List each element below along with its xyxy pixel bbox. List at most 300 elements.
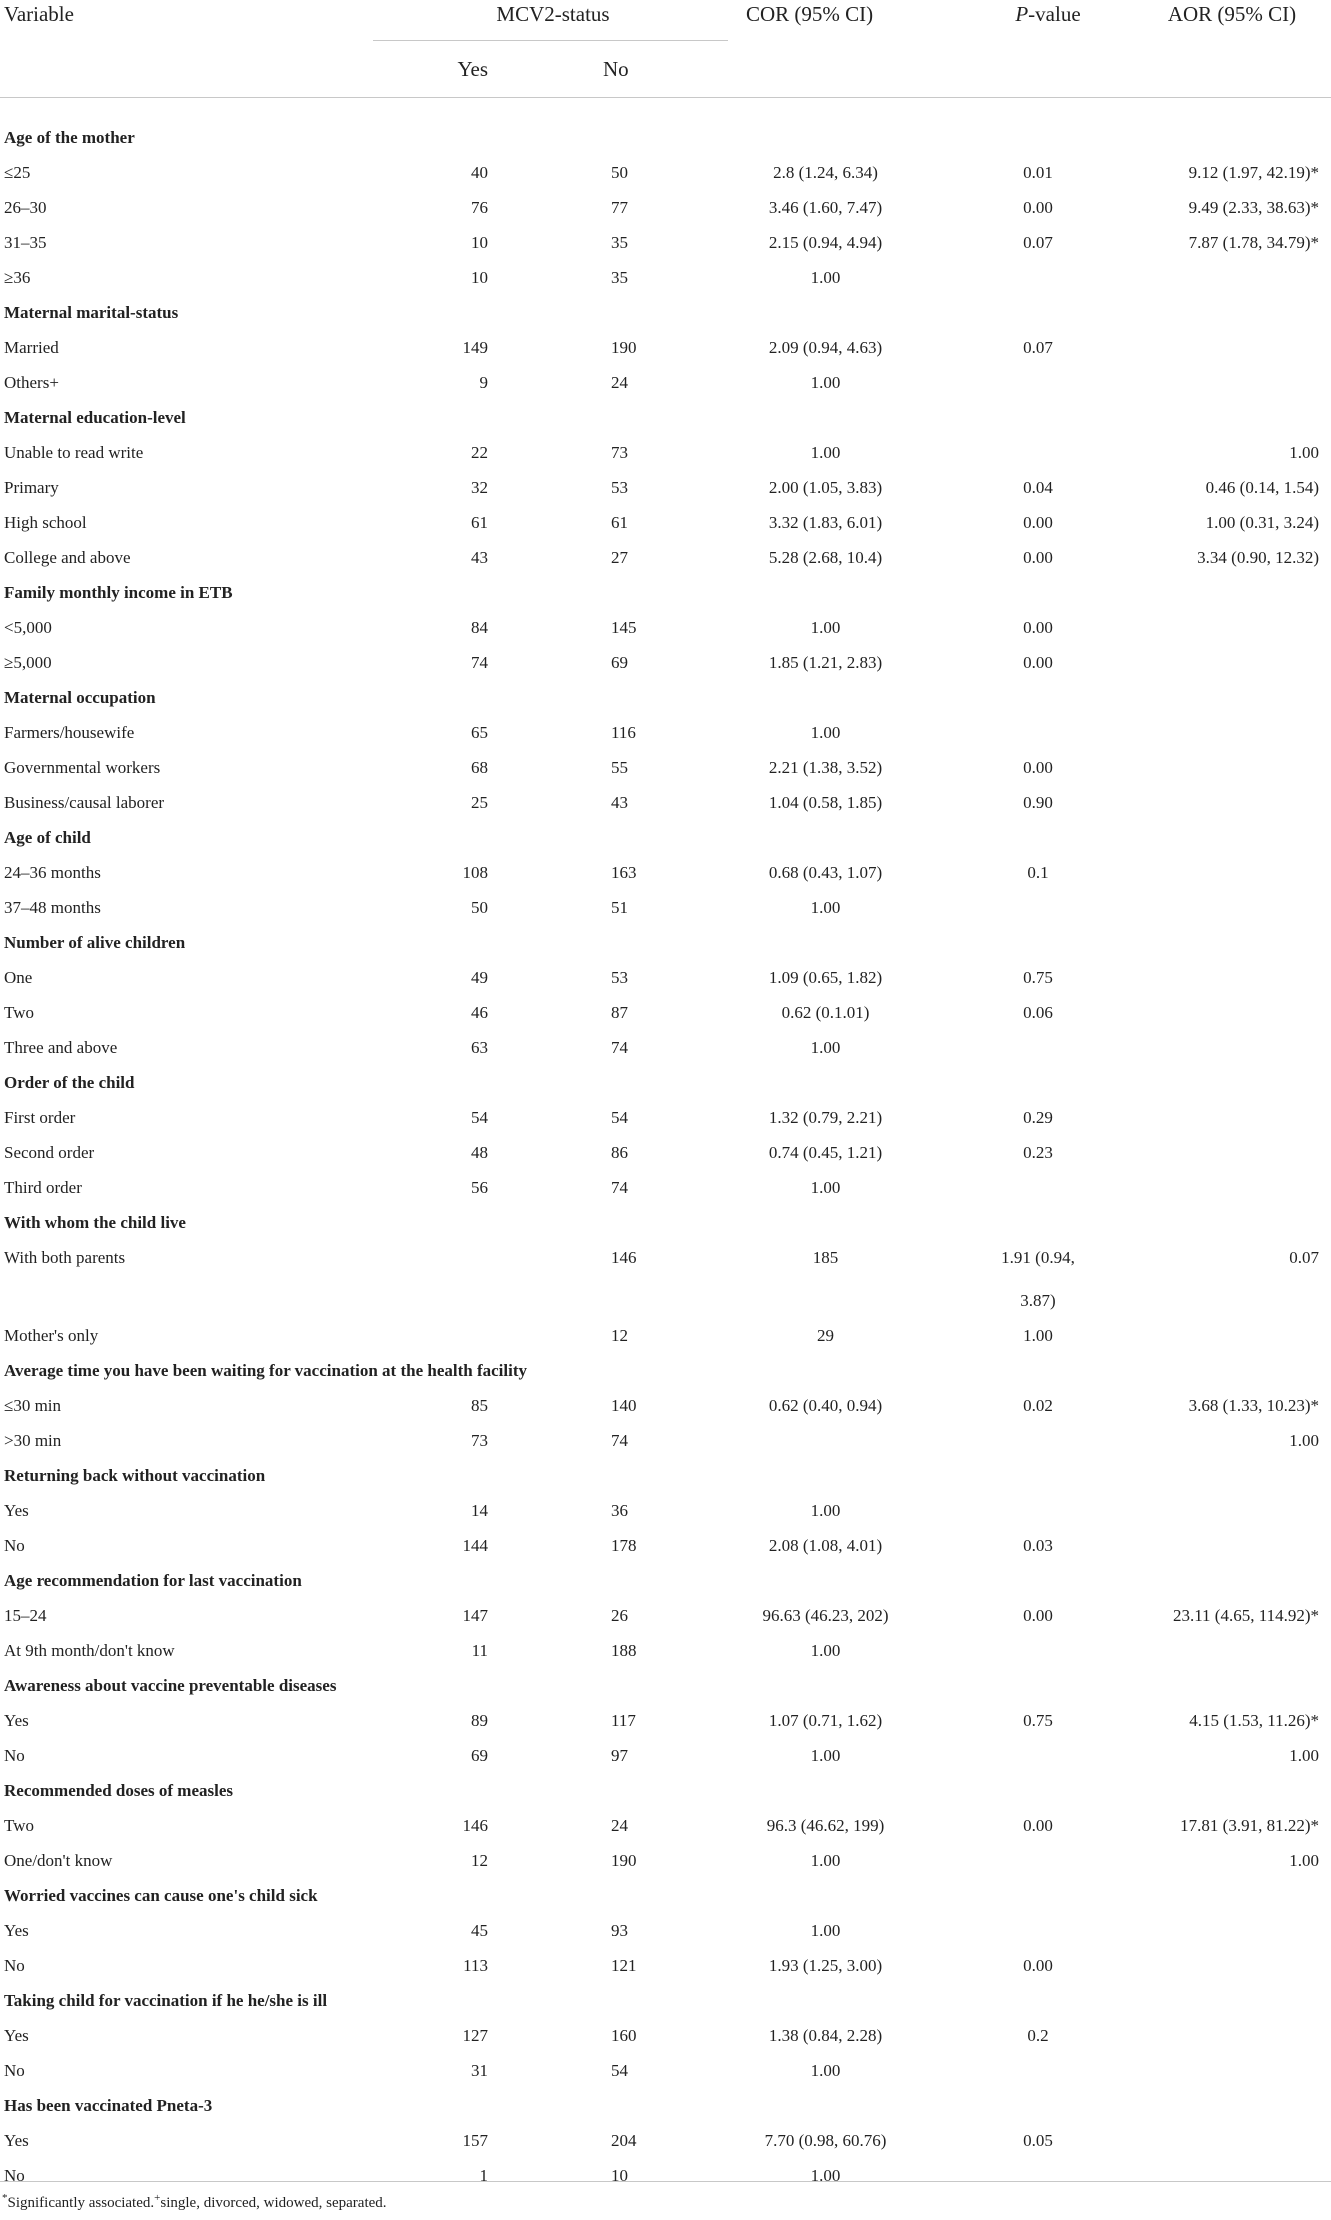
row-label: <5,000 (4, 617, 52, 637)
cell-p-value: 0.01 (1023, 162, 1053, 182)
section-label: Family monthly income in ETB (4, 582, 233, 602)
cell-aor: 1.00 (0.31, 3.24) (1205, 512, 1319, 532)
cell-cor: 1.00 (810, 372, 841, 392)
table-row (0, 365, 1331, 400)
cell-p-value (963, 1633, 1133, 1668)
cell-no: 53 (611, 967, 628, 987)
cell-cor: 1.00 (810, 2165, 841, 2185)
header-p-rest: -value (1028, 2, 1081, 26)
cell-p-value: 0.07 (1023, 232, 1053, 252)
section-row (0, 120, 1331, 155)
cell-aor (1133, 855, 1331, 890)
cell-no: 35 (611, 267, 628, 287)
table-row (0, 1843, 1331, 1878)
row-label: One (4, 967, 33, 987)
row-label: 31–35 (4, 232, 47, 252)
table-row (0, 855, 1331, 890)
cell-no: 73 (611, 442, 628, 462)
cell-p-value (963, 2053, 1133, 2088)
cell-yes: 61 (471, 512, 488, 532)
cell-cor: 1.07 (0.71, 1.62) (768, 1710, 883, 1730)
table-row (0, 1703, 1331, 1738)
cell-p-value: 0.02 (1023, 1395, 1053, 1415)
cell-no: 24 (611, 372, 628, 392)
cell-p-value: 3.87) (1020, 1290, 1056, 1310)
table-row (0, 1598, 1331, 1633)
cell-cor: 2.8 (1.24, 6.34) (773, 162, 878, 182)
section-label: Returning back without vaccination (4, 1465, 266, 1485)
table-row (0, 750, 1331, 785)
cell-aor: 0.46 (0.14, 1.54) (1205, 477, 1319, 497)
section-label: Age recommendation for last vaccination (4, 1570, 302, 1590)
cell-aor (1133, 1318, 1331, 1353)
cell-p-value: 0.00 (1023, 652, 1053, 672)
row-label: ≥5,000 (4, 652, 52, 672)
cell-no: 26 (611, 1605, 628, 1625)
cell-no: 121 (611, 1955, 637, 1975)
row-label (0, 1283, 373, 1318)
row-label: No (4, 1955, 25, 1975)
cell-aor (1133, 365, 1331, 400)
cell-no: 54 (611, 2060, 628, 2080)
cell-yes: 127 (462, 2025, 488, 2045)
header-cor: COR (95% CI) (746, 2, 874, 26)
cell-no: 116 (611, 722, 636, 742)
header-blank (0, 41, 373, 98)
section-row (0, 2088, 1331, 2123)
table-row (0, 1948, 1331, 1983)
cell-cor: 5.28 (2.68, 10.4) (768, 547, 883, 567)
cell-aor (1133, 1948, 1331, 1983)
cell-p-value (963, 1493, 1133, 1528)
cell-p-value (963, 435, 1133, 470)
cell-yes: 50 (471, 897, 488, 917)
cell-p-value: 0.00 (1023, 1955, 1053, 1975)
table-row (0, 1388, 1331, 1423)
cell-aor (1133, 260, 1331, 295)
row-label: First order (4, 1107, 76, 1127)
cell-yes: 32 (471, 477, 488, 497)
row-label: 24–36 months (4, 862, 101, 882)
row-label: Governmental workers (4, 757, 161, 777)
cell-cor: 2.00 (1.05, 3.83) (768, 477, 883, 497)
cell-no: 69 (611, 652, 628, 672)
cell-cor: 1.00 (810, 1500, 841, 1520)
cell-yes: 146 (462, 1815, 488, 1835)
cell-cor: 1.00 (810, 267, 841, 287)
cell-yes (373, 1240, 488, 1283)
cell-no: 27 (611, 547, 628, 567)
cell-no (488, 1283, 728, 1318)
row-label: ≤25 (4, 162, 31, 182)
cell-no: 190 (611, 337, 637, 357)
table-row (0, 190, 1331, 225)
row-label: Unable to read write (4, 442, 144, 462)
cell-aor: 0.07 (1289, 1248, 1319, 1267)
cell-yes: 43 (471, 547, 488, 567)
cell-yes: 46 (471, 1002, 488, 1022)
cell-no: 140 (611, 1395, 637, 1415)
table-row (0, 610, 1331, 645)
section-label: Maternal education-level (4, 407, 186, 427)
cell-no: 77 (611, 197, 628, 217)
cell-p-value: 0.00 (1023, 1815, 1053, 1835)
cell-yes: 113 (463, 1955, 488, 1975)
cell-cor: 1.00 (810, 1640, 841, 1660)
cell-cor: 1.00 (810, 617, 841, 637)
cell-no: 53 (611, 477, 628, 497)
cell-cor: 1.00 (810, 722, 841, 742)
cell-p-value: 0.00 (1023, 1605, 1053, 1625)
row-label: No (4, 1745, 25, 1765)
cell-cor: 2.15 (0.94, 4.94) (768, 232, 883, 252)
cell-cor: 2.21 (1.38, 3.52) (768, 757, 883, 777)
cell-aor (1133, 330, 1331, 365)
cell-no: 35 (611, 232, 628, 252)
section-label: Maternal marital-status (4, 302, 179, 322)
cell-p-value: 0.03 (1023, 1535, 1053, 1555)
section-row (0, 1563, 1331, 1598)
cell-p-value: 0.05 (1023, 2130, 1053, 2150)
section-label: Has been vaccinated Pneta-3 (4, 2095, 213, 2115)
cell-no: 74 (611, 1037, 628, 1057)
section-label: Age of the mother (4, 127, 135, 147)
cell-aor (1133, 2123, 1331, 2158)
cell-p-value: 0.75 (1023, 1710, 1053, 1730)
cell-p-value: 1.00 (1023, 1325, 1053, 1345)
row-label: With both parents (4, 1248, 126, 1267)
table-row (0, 785, 1331, 820)
header-gap (0, 98, 1331, 121)
cell-cor: 1.09 (0.65, 1.82) (768, 967, 883, 987)
cell-p-value (963, 1843, 1133, 1878)
cell-no: 50 (611, 162, 628, 182)
row-label: Farmers/housewife (4, 722, 135, 742)
row-label: Yes (4, 2025, 29, 2045)
table-row (0, 1423, 1331, 1458)
cell-no: 54 (611, 1107, 628, 1127)
row-label: Second order (4, 1142, 95, 1162)
table-row (0, 1493, 1331, 1528)
header-mcv2-status (373, 0, 728, 41)
cell-cor: 29 (817, 1325, 834, 1345)
cell-p-value (963, 1030, 1133, 1065)
cell-no: 145 (611, 617, 637, 637)
cell-aor (1133, 1913, 1331, 1948)
cell-p-value (963, 365, 1133, 400)
row-label: 26–30 (4, 197, 47, 217)
cell-cor (728, 1423, 963, 1458)
cell-p-value (963, 890, 1133, 925)
cell-p-value: 0.90 (1023, 792, 1053, 812)
section-row (0, 1668, 1331, 1703)
cell-no: 146 (611, 1248, 637, 1267)
cell-p-value (963, 1170, 1133, 1205)
cell-aor: 23.11 (4.65, 114.92)* (1172, 1605, 1319, 1625)
cell-p-value: 0.00 (1023, 547, 1053, 567)
cell-yes: 10 (471, 232, 488, 252)
cell-cor: 3.46 (1.60, 7.47) (768, 197, 883, 217)
cell-yes: 9 (479, 372, 488, 392)
cell-no: 10 (611, 2165, 628, 2185)
section-row (0, 680, 1331, 715)
table-row (0, 225, 1331, 260)
table-row (0, 1318, 1331, 1353)
table-row (0, 1030, 1331, 1065)
cell-no: 51 (611, 897, 628, 917)
cell-aor: 7.87 (1.78, 34.79)* (1188, 232, 1319, 252)
cell-yes: 84 (471, 617, 488, 637)
cell-cor: 3.32 (1.83, 6.01) (768, 512, 883, 532)
section-label: Number of alive children (4, 932, 186, 952)
row-label: 15–24 (4, 1605, 47, 1625)
table-row (0, 645, 1331, 680)
cell-aor (1133, 1170, 1331, 1205)
cell-cor: 0.62 (0.1.01) (781, 1002, 870, 1022)
cell-p-value (963, 1423, 1133, 1458)
cell-cor: 96.63 (46.23, 202) (762, 1605, 889, 1625)
cell-cor: 1.93 (1.25, 3.00) (768, 1955, 883, 1975)
footnote-others: single, divorced, widowed, separated. (160, 2195, 387, 2211)
table-row (0, 470, 1331, 505)
cell-yes: 108 (462, 862, 488, 882)
cell-aor (1133, 995, 1331, 1030)
header-blank-2 (728, 41, 963, 98)
footnote-star: * (2, 2192, 8, 2204)
cell-yes: 31 (471, 2060, 488, 2080)
row-label: Yes (4, 1920, 29, 1940)
cell-yes: 73 (471, 1430, 488, 1450)
cell-aor (1133, 610, 1331, 645)
cell-p-value: 0.29 (1023, 1107, 1053, 1127)
section-row (0, 400, 1331, 435)
cell-cor: 185 (812, 1248, 839, 1267)
row-label: >30 min (4, 1430, 62, 1450)
cell-aor (1133, 1493, 1331, 1528)
cell-p-value: 0.00 (1023, 757, 1053, 777)
cell-yes: 40 (471, 162, 488, 182)
row-label: Three and above (4, 1037, 118, 1057)
header-yes: Yes (373, 41, 488, 98)
cell-aor (1133, 1030, 1331, 1065)
table-row (0, 2123, 1331, 2158)
cell-p-value: 0.23 (1023, 1142, 1053, 1162)
cell-p-value: 0.00 (1023, 197, 1053, 217)
table-row (0, 1738, 1331, 1773)
cell-yes: 11 (471, 1640, 488, 1660)
cell-yes: 49 (471, 967, 488, 987)
table-row (0, 505, 1331, 540)
cell-p-value: 0.75 (1023, 967, 1053, 987)
table-row (0, 890, 1331, 925)
cell-aor (1133, 750, 1331, 785)
cell-yes: 69 (471, 1745, 488, 1765)
table-row (0, 1808, 1331, 1843)
table-row (0, 1100, 1331, 1135)
section-label: Recommended doses of measles (4, 1780, 233, 1800)
bottom-rule (0, 2181, 1331, 2182)
cell-p-value: 0.06 (1023, 1002, 1053, 1022)
cell-aor (1133, 1528, 1331, 1563)
cell-aor (1133, 785, 1331, 820)
cell-no: 97 (611, 1745, 628, 1765)
cell-aor: 9.49 (2.33, 38.63)* (1188, 197, 1319, 217)
cell-yes: 149 (462, 337, 488, 357)
cell-yes: 85 (471, 1395, 488, 1415)
table-row (0, 2053, 1331, 2088)
section-label: Average time you have been waiting for vaccination at the health facility (4, 1360, 527, 1380)
cell-cor: 0.62 (0.40, 0.94) (768, 1395, 883, 1415)
cell-aor: 9.12 (1.97, 42.19)* (1188, 162, 1319, 182)
table-body (0, 120, 1331, 2193)
cell-p-value (963, 2158, 1133, 2193)
cell-yes: 157 (462, 2130, 488, 2150)
table-row (0, 1240, 1331, 1283)
cell-p-value: 0.00 (1023, 512, 1053, 532)
table-row (0, 155, 1331, 190)
row-label: No (4, 2165, 25, 2185)
cell-yes: 56 (471, 1177, 488, 1197)
table-row (0, 2158, 1331, 2193)
table-row (0, 715, 1331, 750)
cell-cor: 1.00 (810, 897, 841, 917)
table-row (0, 2018, 1331, 2053)
row-label: Yes (4, 2130, 29, 2150)
row-label: Primary (4, 477, 59, 497)
section-label: Age of child (4, 827, 91, 847)
cell-cor: 2.08 (1.08, 4.01) (768, 1535, 883, 1555)
section-row (0, 1773, 1331, 1808)
cell-no: 74 (611, 1430, 628, 1450)
cell-cor: 1.32 (0.79, 2.21) (768, 1107, 883, 1127)
cell-aor (1133, 960, 1331, 995)
cell-cor: 1.00 (810, 2060, 841, 2080)
cell-no: 74 (611, 1177, 628, 1197)
section-row (0, 820, 1331, 855)
cell-cor: 0.68 (0.43, 1.07) (768, 862, 883, 882)
cell-yes: 12 (471, 1850, 488, 1870)
cell-cor: 1.00 (810, 1745, 841, 1765)
header-blank-3 (963, 41, 1133, 98)
cell-p-value: 0.07 (1023, 337, 1053, 357)
cell-aor (1133, 890, 1331, 925)
cell-aor (1133, 1633, 1331, 1668)
cell-no: 178 (611, 1535, 637, 1555)
row-label: 37–48 months (4, 897, 101, 917)
cell-aor: 1.00 (1289, 1745, 1319, 1765)
cell-aor (1133, 715, 1331, 750)
cell-aor: 4.15 (1.53, 11.26)* (1189, 1710, 1319, 1730)
section-row (0, 1353, 1331, 1388)
cell-cor: 2.09 (0.94, 4.63) (768, 337, 883, 357)
cell-no: 12 (611, 1325, 628, 1345)
header-aor: AOR (95% CI) (1167, 2, 1297, 26)
cell-aor (1133, 2158, 1331, 2193)
row-label: ≥36 (4, 267, 31, 287)
cell-yes: 14 (471, 1500, 488, 1520)
cell-p-value (963, 260, 1133, 295)
cell-aor: 3.68 (1.33, 10.23)* (1188, 1395, 1319, 1415)
footnote-significant: Significantly associated. (7, 2195, 155, 2211)
row-label: ≤30 min (4, 1395, 62, 1415)
header-p-italic: P (1015, 2, 1029, 26)
cell-no: 87 (611, 1002, 628, 1022)
cell-aor (1133, 2018, 1331, 2053)
cell-yes: 74 (471, 652, 488, 672)
row-label: One/don't know (4, 1850, 113, 1870)
cell-no: 117 (611, 1710, 636, 1730)
header-no: No (488, 41, 728, 98)
row-label: At 9th month/don't know (4, 1640, 175, 1660)
section-row (0, 1065, 1331, 1100)
cell-p-value: 0.1 (1027, 862, 1049, 882)
cell-p-value: 0.2 (1027, 2025, 1049, 2045)
cell-cor: 1.00 (810, 442, 841, 462)
section-row (0, 1205, 1331, 1240)
cell-yes: 10 (471, 267, 488, 287)
cell-no: 36 (611, 1500, 628, 1520)
table-row (0, 1135, 1331, 1170)
cell-yes: 63 (471, 1037, 488, 1057)
row-label: High school (4, 512, 87, 532)
section-row (0, 1983, 1331, 2018)
section-row (0, 295, 1331, 330)
cell-p-value (963, 715, 1133, 750)
cell-no: 190 (611, 1850, 637, 1870)
section-label: With whom the child live (4, 1212, 186, 1232)
cell-yes: 45 (471, 1920, 488, 1940)
section-label: Maternal occupation (4, 687, 156, 707)
cell-cor: 7.70 (0.98, 60.76) (764, 2130, 887, 2150)
cell-yes: 68 (471, 757, 488, 777)
row-label: College and above (4, 547, 131, 567)
cell-no: 24 (611, 1815, 628, 1835)
section-label: Order of the child (4, 1072, 135, 1092)
cell-aor: 1.00 (1289, 1430, 1319, 1450)
cell-aor: 1.00 (1289, 442, 1319, 462)
cell-cor (728, 1283, 963, 1318)
cell-no: 86 (611, 1142, 628, 1162)
cell-p-value: 0.04 (1023, 477, 1053, 497)
cell-yes (373, 1283, 488, 1318)
row-label: Married (4, 337, 59, 357)
section-label: Worried vaccines can cause one's child sick (4, 1885, 318, 1905)
cell-cor: 1.00 (810, 1177, 841, 1197)
cell-yes: 147 (462, 1605, 488, 1625)
cell-p-value: 1.91 (0.94, (1001, 1248, 1075, 1267)
cell-yes: 48 (471, 1142, 488, 1162)
cell-yes: 25 (471, 792, 488, 812)
header-p-value (963, 0, 1133, 41)
row-label: No (4, 2060, 25, 2080)
cell-aor: 3.34 (0.90, 12.32) (1197, 547, 1319, 567)
table-row (0, 330, 1331, 365)
table-row (0, 1528, 1331, 1563)
table-row (0, 960, 1331, 995)
cell-cor: 1.85 (1.21, 2.83) (768, 652, 883, 672)
cell-no: 55 (611, 757, 628, 777)
table-row (0, 995, 1331, 1030)
table-row (0, 260, 1331, 295)
table-row (0, 1170, 1331, 1205)
table-row (0, 1913, 1331, 1948)
cell-yes (373, 1318, 488, 1353)
cell-yes: 89 (471, 1710, 488, 1730)
section-row (0, 1878, 1331, 1913)
cell-cor: 1.38 (0.84, 2.28) (768, 2025, 883, 2045)
row-label: Two (4, 1002, 34, 1022)
cell-p-value (963, 1738, 1133, 1773)
